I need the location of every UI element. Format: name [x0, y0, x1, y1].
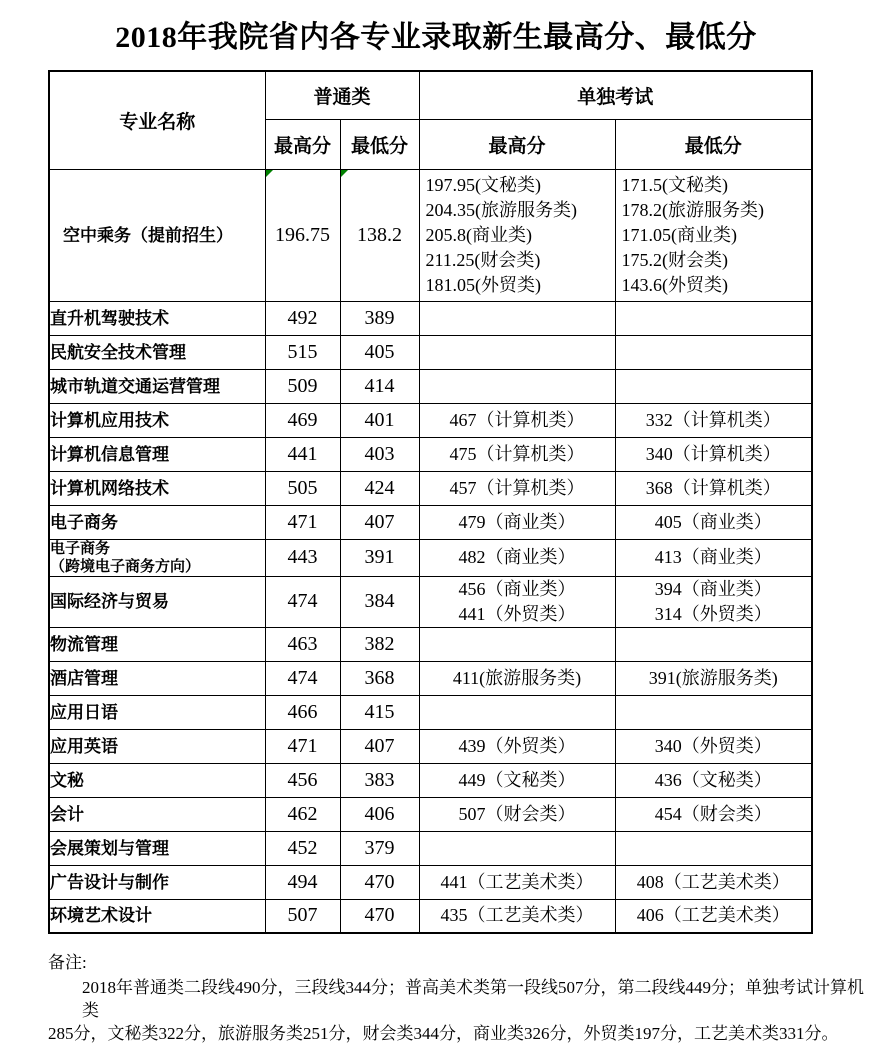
separate-low-cell: 405（商业类） [615, 505, 812, 539]
separate-low-cell: 454（财会类） [615, 797, 812, 831]
regular-low-cell: 383 [340, 763, 419, 797]
regular-high-cell: 452 [265, 831, 340, 865]
separate-high-cell [419, 695, 615, 729]
notes-line-2: 285分，文秘类322分，旅游服务类251分，财会类344分，商业类326分，外贸类197分，工艺美术类331分。 [48, 1024, 839, 1043]
regular-high-cell: 507 [265, 899, 340, 933]
regular-high-cell: 474 [265, 576, 340, 627]
table-body [49, 169, 812, 933]
table-row [49, 169, 812, 301]
major-name-cell: 城市轨道交通运营管理 [49, 369, 265, 403]
major-name-cell: 物流管理 [49, 627, 265, 661]
major-name-cell: 环境艺术设计 [49, 899, 265, 933]
green-corner-mark [266, 170, 273, 177]
regular-low-cell: 401 [340, 403, 419, 437]
separate-low-cell [615, 369, 812, 403]
separate-low-cell: 408（工艺美术类） [615, 865, 812, 899]
regular-high-cell: 474 [265, 661, 340, 695]
separate-low-cell [615, 627, 812, 661]
regular-low-cell: 405 [340, 335, 419, 369]
separate-high-cell: 475（计算机类） [419, 437, 615, 471]
major-name-cell: 计算机应用技术 [49, 403, 265, 437]
regular-high-cell: 466 [265, 695, 340, 729]
table-row [49, 831, 812, 865]
table-row [49, 729, 812, 763]
separate-high-cell: 467（计算机类） [419, 403, 615, 437]
regular-low-cell: 379 [340, 831, 419, 865]
page-title: 2018年我院省内各专业录取新生最高分、最低分 [115, 21, 757, 54]
separate-high-cell: 411(旅游服务类) [419, 661, 615, 695]
header-regular-low: 最低分 [340, 119, 419, 169]
separate-high-cell: 456（商业类） 441（外贸类） [419, 576, 615, 627]
separate-high-cell: 441（工艺美术类） [419, 865, 615, 899]
table-row [49, 539, 812, 576]
separate-high-cell [419, 627, 615, 661]
major-name-cell: 直升机驾驶技术 [49, 301, 265, 335]
regular-low-cell: 406 [340, 797, 419, 831]
regular-high-cell: 471 [265, 729, 340, 763]
header-major-name: 专业名称 [49, 71, 265, 169]
regular-high-cell: 509 [265, 369, 340, 403]
separate-low-cell: 332（计算机类） [615, 403, 812, 437]
separate-low-cell [615, 831, 812, 865]
major-name-cell: 广告设计与制作 [49, 865, 265, 899]
regular-high-cell: 462 [265, 797, 340, 831]
notes-section [48, 951, 872, 1045]
regular-high-cell: 443 [265, 539, 340, 576]
separate-low-cell [615, 695, 812, 729]
table-row [49, 695, 812, 729]
notes-line-1: 2018年普通类二段线490分，三段线344分；普高美术类第一段线507分，第二段线449分；单独考试计算机类 [82, 978, 864, 1020]
major-name-cell: 应用英语 [49, 729, 265, 763]
table-row [49, 505, 812, 539]
regular-high-cell: 469 [265, 403, 340, 437]
separate-high-cell: 439（外贸类） [419, 729, 615, 763]
regular-low-cell: 389 [340, 301, 419, 335]
regular-high-cell: 463 [265, 627, 340, 661]
header-row-groups [49, 71, 812, 119]
regular-low-cell: 391 [340, 539, 419, 576]
major-name-cell: 会计 [49, 797, 265, 831]
separate-high-cell [419, 831, 615, 865]
table-row [49, 301, 812, 335]
major-name-cell: 文秘 [49, 763, 265, 797]
regular-low-cell: 424 [340, 471, 419, 505]
separate-high-cell [419, 369, 615, 403]
major-name-cell: 应用日语 [49, 695, 265, 729]
regular-low-cell: 470 [340, 865, 419, 899]
separate-high-cell: 479（商业类） [419, 505, 615, 539]
separate-low-cell: 413（商业类） [615, 539, 812, 576]
separate-low-cell: 340（计算机类） [615, 437, 812, 471]
notes-label: 备注: [48, 953, 87, 972]
separate-low-cell [615, 335, 812, 369]
separate-low-cell: 394（商业类） 314（外贸类） [615, 576, 812, 627]
major-name-cell: 民航安全技术管理 [49, 335, 265, 369]
regular-low-cell: 470 [340, 899, 419, 933]
separate-high-cell: 435（工艺美术类） [419, 899, 615, 933]
table-row [49, 403, 812, 437]
separate-high-cell [419, 301, 615, 335]
header-separate-group: 单独考试 [419, 71, 812, 119]
major-name-cell: 国际经济与贸易 [49, 576, 265, 627]
header-separate-low: 最低分 [615, 119, 812, 169]
major-name-cell: 酒店管理 [49, 661, 265, 695]
regular-low-cell: 384 [340, 576, 419, 627]
header-separate-high: 最高分 [419, 119, 615, 169]
regular-high-cell: 441 [265, 437, 340, 471]
regular-low-cell: 138.2 [340, 169, 419, 301]
table-header [49, 71, 812, 169]
table-row [49, 763, 812, 797]
major-name-cell: 会展策划与管理 [49, 831, 265, 865]
separate-high-cell: 197.95(文秘类) 204.35(旅游服务类) 205.8(商业类) 211.25(财会类) 181.05(外贸类) [419, 169, 615, 301]
regular-high-cell: 494 [265, 865, 340, 899]
table-row [49, 899, 812, 933]
major-name-cell: 空中乘务（提前招生） [49, 169, 265, 301]
table-row [49, 627, 812, 661]
separate-low-cell: 340（外贸类） [615, 729, 812, 763]
separate-high-cell: 482（商业类） [419, 539, 615, 576]
header-regular-high: 最高分 [265, 119, 340, 169]
regular-high-cell: 196.75 [265, 169, 340, 301]
regular-high-cell: 515 [265, 335, 340, 369]
regular-low-cell: 407 [340, 729, 419, 763]
green-corner-mark [341, 170, 348, 177]
regular-low-cell: 414 [340, 369, 419, 403]
table-row [49, 369, 812, 403]
separate-low-cell: 436（文秘类） [615, 763, 812, 797]
regular-low-cell: 403 [340, 437, 419, 471]
table-row [49, 335, 812, 369]
major-name-cell: 电子商务 （跨境电子商务方向） [49, 539, 265, 576]
regular-low-cell: 382 [340, 627, 419, 661]
table-row [49, 797, 812, 831]
separate-low-cell: 368（计算机类） [615, 471, 812, 505]
regular-high-cell: 505 [265, 471, 340, 505]
major-name-cell: 计算机信息管理 [49, 437, 265, 471]
major-name-cell: 电子商务 [49, 505, 265, 539]
separate-high-cell: 507（财会类） [419, 797, 615, 831]
regular-low-cell: 368 [340, 661, 419, 695]
regular-low-cell: 407 [340, 505, 419, 539]
regular-low-cell: 415 [340, 695, 419, 729]
table-row [49, 576, 812, 627]
table-row [49, 437, 812, 471]
separate-low-cell: 171.5(文秘类) 178.2(旅游服务类) 171.05(商业类) 175.2(财会类) 143.6(外贸类) [615, 169, 812, 301]
header-regular-group: 普通类 [265, 71, 419, 119]
table-row [49, 661, 812, 695]
separate-high-cell: 449（文秘类） [419, 763, 615, 797]
separate-low-cell: 391(旅游服务类) [615, 661, 812, 695]
separate-high-cell [419, 335, 615, 369]
regular-high-cell: 471 [265, 505, 340, 539]
regular-high-cell: 456 [265, 763, 340, 797]
separate-low-cell [615, 301, 812, 335]
table-row [49, 865, 812, 899]
separate-high-cell: 457（计算机类） [419, 471, 615, 505]
separate-low-cell: 406（工艺美术类） [615, 899, 812, 933]
table-row [49, 471, 812, 505]
scores-table [48, 70, 813, 934]
major-name-cell: 计算机网络技术 [49, 471, 265, 505]
regular-high-cell: 492 [265, 301, 340, 335]
